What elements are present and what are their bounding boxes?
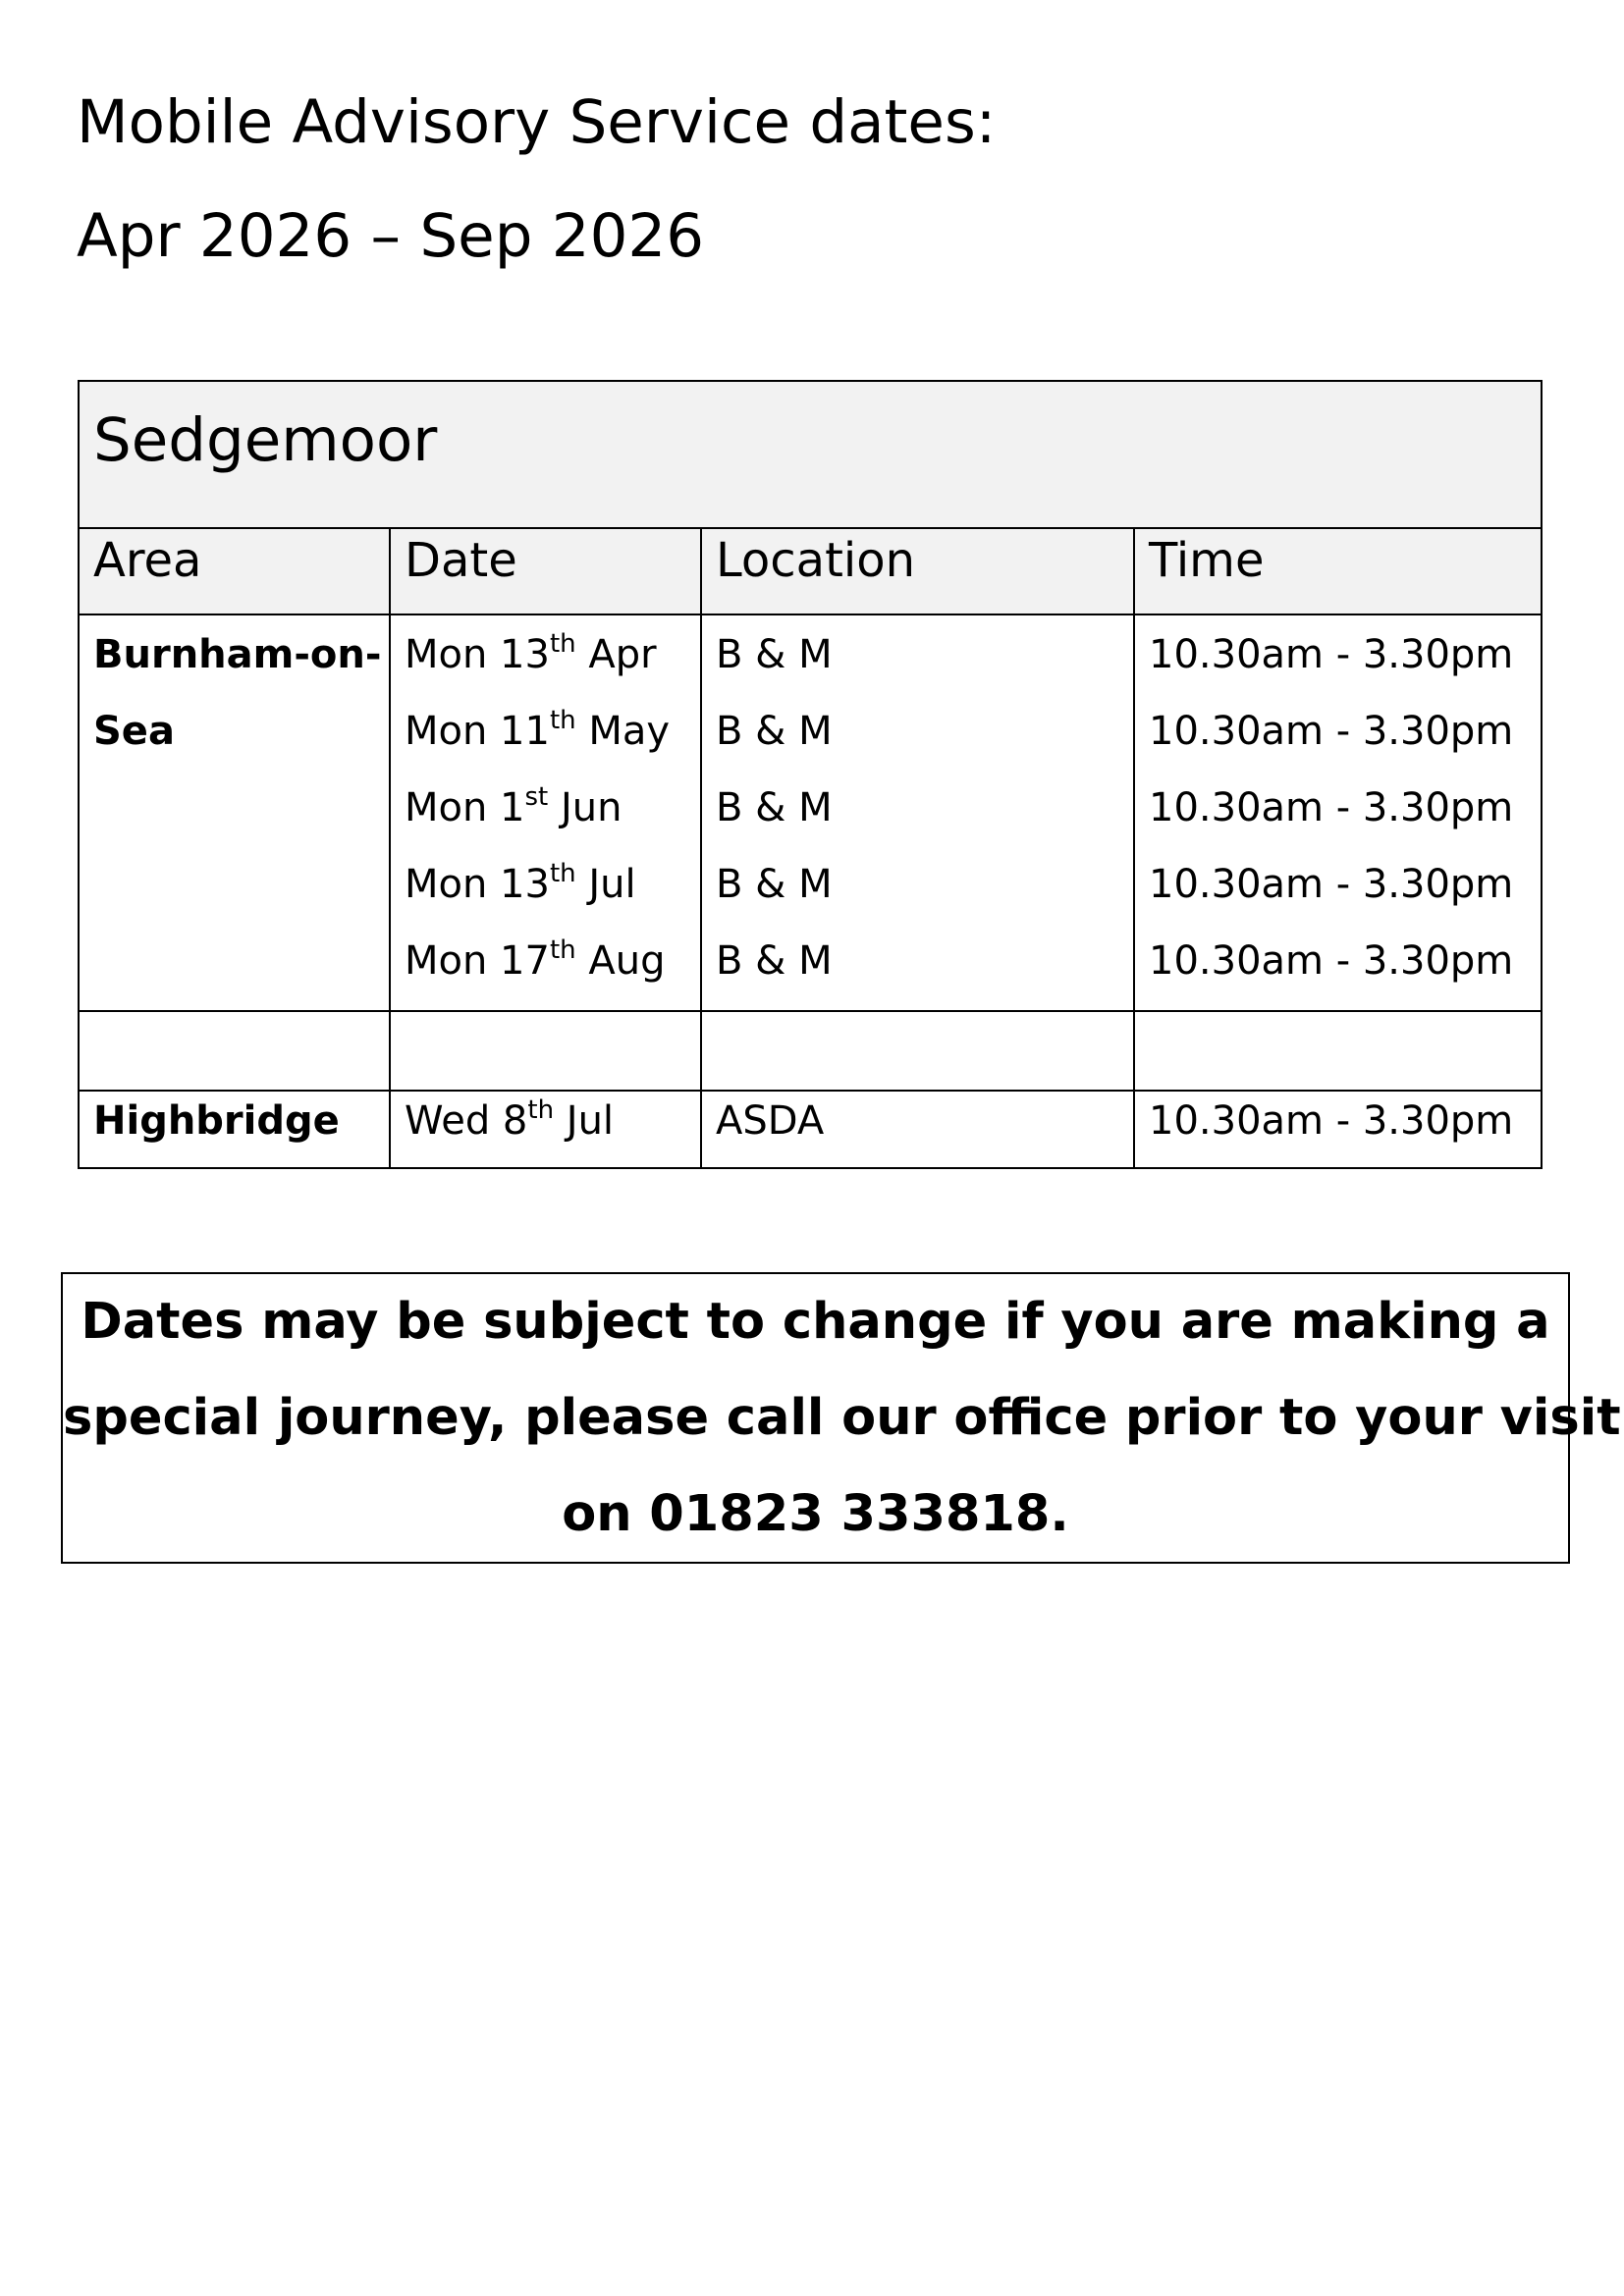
header-date: Date (390, 528, 701, 614)
date-entry (405, 857, 700, 934)
empty-cell (701, 1011, 1134, 1091)
location-cell-burnham (701, 614, 1134, 1011)
date-day: Mon 13 (405, 632, 550, 677)
table-row-empty (79, 1011, 1542, 1091)
date-day: Wed 8 (405, 1098, 528, 1144)
page-title: Mobile Advisory Service dates: (77, 87, 997, 157)
date-cell-highbridge (390, 1091, 701, 1168)
date-suffix: th (549, 706, 576, 735)
notice-line: on 01823 333818. (562, 1485, 1069, 1543)
location-entry: B & M (716, 862, 833, 907)
date-entry (405, 934, 700, 1010)
header-location: Location (701, 528, 1134, 614)
location-entry: B & M (716, 632, 833, 677)
date-day: Mon 11 (405, 709, 550, 754)
schedule-table (78, 380, 1543, 1169)
date-month: Jul (575, 862, 636, 907)
date-suffix: th (549, 859, 576, 888)
date-day: Mon 1 (405, 785, 525, 830)
time-entry: 10.30am - 3.30pm (1149, 785, 1514, 830)
time-entry: 10.30am - 3.30pm (1149, 632, 1514, 677)
header-time: Time (1134, 528, 1542, 614)
date-suffix: th (549, 629, 576, 659)
date-entry (405, 780, 700, 857)
time-entry: 10.30am - 3.30pm (1149, 938, 1514, 984)
area-name-line: Sea (93, 709, 175, 754)
location-entry: B & M (716, 785, 833, 830)
date-month: May (575, 709, 671, 754)
date-entry (405, 627, 700, 704)
notice-line: special journey, please call our office prior to your visit (63, 1389, 1621, 1447)
area-cell-burnham (79, 614, 390, 1011)
date-month: Jul (554, 1098, 615, 1144)
empty-cell (390, 1011, 701, 1091)
time-cell-highbridge: 10.30am - 3.30pm (1134, 1091, 1542, 1168)
table-row-highbridge (79, 1091, 1542, 1168)
location-entry: B & M (716, 938, 833, 984)
time-cell-burnham (1134, 614, 1542, 1011)
header-row (79, 528, 1542, 614)
date-day: Mon 17 (405, 938, 550, 984)
date-suffix: st (524, 782, 549, 812)
date-suffix: th (549, 935, 576, 965)
table-row-burnham (79, 614, 1542, 1011)
date-day: Mon 13 (405, 862, 550, 907)
page-subtitle-date-range: Apr 2026 – Sep 2026 (77, 201, 705, 271)
notice-box (61, 1272, 1621, 1564)
date-suffix: th (527, 1095, 555, 1125)
date-month: Jun (548, 785, 623, 830)
time-entry: 10.30am - 3.30pm (1149, 862, 1514, 907)
empty-cell (1134, 1011, 1542, 1091)
header-area: Area (79, 528, 390, 614)
date-month: Aug (575, 938, 666, 984)
location-cell-highbridge: ASDA (701, 1091, 1134, 1168)
empty-cell (79, 1011, 390, 1091)
area-cell-highbridge: Highbridge (79, 1091, 390, 1168)
area-name-line: Burnham-on- (93, 632, 382, 677)
notice-line: Dates may be subject to change if you are making a (81, 1293, 1550, 1351)
date-cell-burnham (390, 614, 701, 1011)
region-row (79, 381, 1542, 528)
date-month: Apr (575, 632, 657, 677)
date-entry (405, 704, 700, 780)
region-name: Sedgemoor (79, 381, 1542, 528)
location-entry: B & M (716, 709, 833, 754)
time-entry: 10.30am - 3.30pm (1149, 709, 1514, 754)
